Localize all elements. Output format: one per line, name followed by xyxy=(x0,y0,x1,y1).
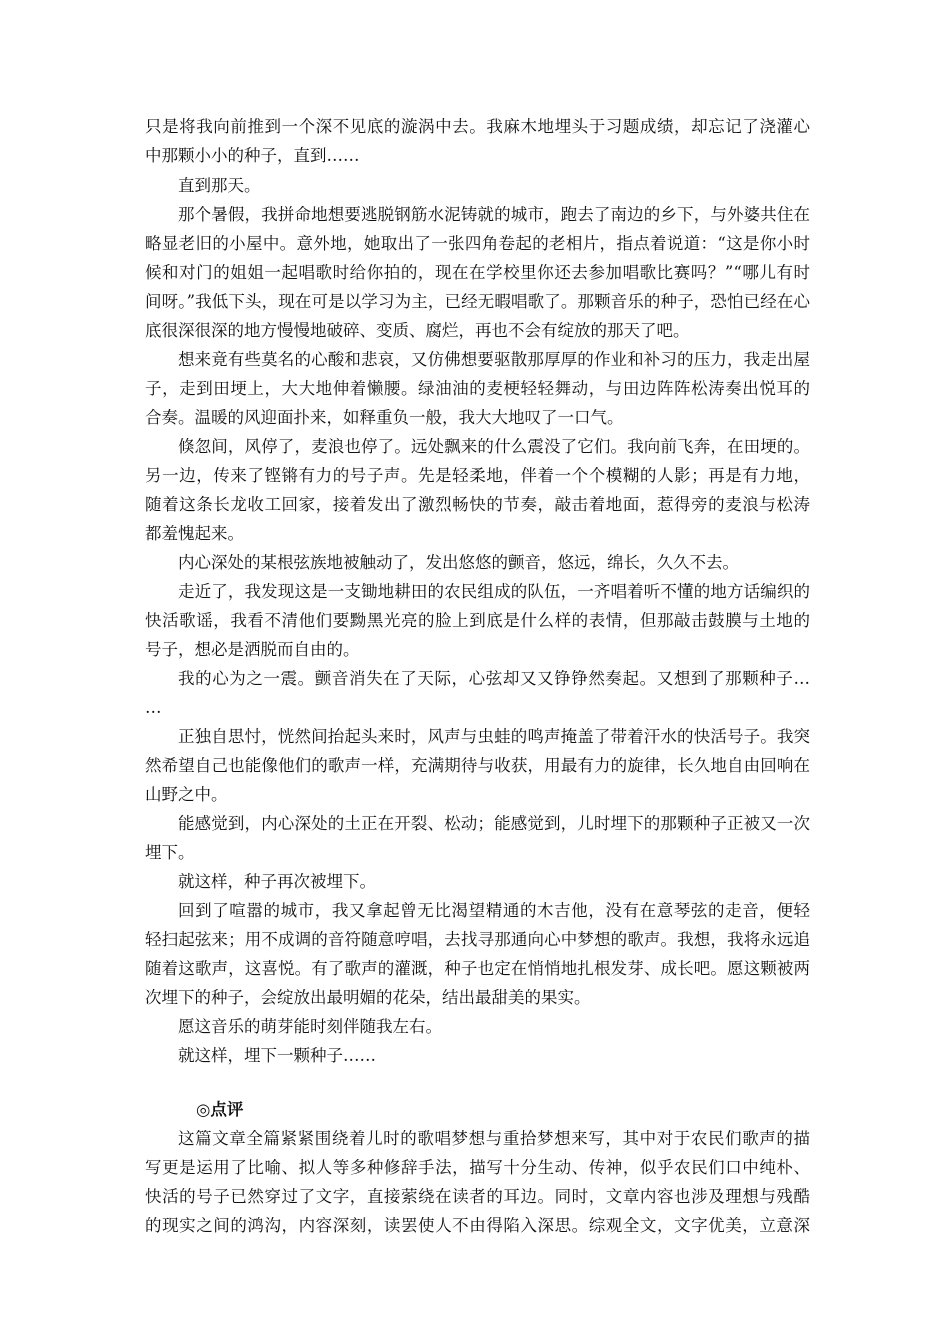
essay-line: 子，走到田埂上，大大地伸着懒腰。绿油油的麦梗轻轻舞动，与田边阵阵松涛奏出悦耳的 xyxy=(145,379,810,398)
essay-line: 正独自思忖，恍然间抬起头来时，风声与虫蛙的鸣声掩盖了带着汗水的快活号子。我突 xyxy=(178,727,810,746)
essay-line: 中那颗小小的种子，直到…… xyxy=(145,146,360,165)
essay-line: 快活歌谣，我看不清他们要黝黑光亮的脸上到底是什么样的表情，但那敲击鼓膜与土地的 xyxy=(145,611,810,630)
essay-line: 我的心为之一震。颤音消失在了天际，心弦却又又铮铮然奏起。又想到了那颗种子… xyxy=(178,669,810,688)
review-heading: ◎点评 xyxy=(196,1100,244,1119)
review-line: 这篇文章全篇紧紧围绕着儿时的歌唱梦想与重拾梦想来写，其中对于农民们歌声的描 xyxy=(178,1129,810,1148)
essay-line: 只是将我向前推到一个深不见底的漩涡中去。我麻木地埋头于习题成绩，却忘记了浇灌心 xyxy=(145,117,810,136)
review-line: 的现实之间的鸿沟，内容深刻，读罢使人不由得陷入深思。综观全文，文字优美，立意深 xyxy=(145,1216,810,1235)
essay-line: 轻扫起弦来；用不成调的音符随意哼唱，去找寻那通向心中梦想的歌声。我想，我将永远追 xyxy=(145,930,810,949)
essay-line: 合奏。温暖的风迎面扑来，如释重负一般，我大大地叹了一口气。 xyxy=(145,408,624,427)
essay-line: 走近了，我发现这是一支锄地耕田的农民组成的队伍，一齐唱着听不懂的地方话编织的 xyxy=(178,582,810,601)
essay-line: 随着这条长龙收工回家，接着发出了激烈畅快的节奏，敲击着地面，惹得旁的麦浪与松涛 xyxy=(145,495,810,514)
essay-line: 另一边，传来了铿锵有力的号子声。先是轻柔地，伴着一个个模糊的人影；再是有力地， xyxy=(145,466,810,485)
essay-line: 山野之中。 xyxy=(145,785,228,804)
essay-line: 那个暑假，我拼命地想要逃脱钢筋水泥铸就的城市，跑去了南边的乡下，与外婆共住在 xyxy=(178,205,810,224)
essay-line: 号子，想必是洒脱而自由的。 xyxy=(145,640,360,659)
essay-line: 愿这音乐的萌芽能时刻伴随我左右。 xyxy=(178,1017,442,1036)
essay-line: … xyxy=(145,698,162,717)
essay-line: 间呀。”我低下头，现在可是以学习为主，已经无暇唱歌了。那颗音乐的种子，恐怕已经在心 xyxy=(145,292,810,311)
essay-line: 回到了喧嚣的城市，我又拿起曾无比渴望精通的木吉他，没有在意琴弦的走音，便轻 xyxy=(178,901,810,920)
essay-line: 随着这歌声，这喜悦。有了歌声的灌溉，种子也定在悄悄地扎根发芽、成长吧。愿这颗被两 xyxy=(145,959,810,978)
essay-line: 次埋下的种子，会绽放出最明媚的花朵，结出最甜美的果实。 xyxy=(145,988,591,1007)
essay-line: 候和对门的姐姐一起唱歌时给你拍的，现在在学校里你还去参加唱歌比赛吗？”“哪儿有时 xyxy=(145,263,810,282)
essay-line: 能感觉到，内心深处的土正在开裂、松动；能感觉到，儿时埋下的那颗种子正被又一次 xyxy=(178,814,810,833)
essay-line: 就这样，种子再次被埋下。 xyxy=(178,872,376,891)
essay-line: 想来竟有些莫名的心酸和悲哀，又仿佛想要驱散那厚厚的作业和补习的压力，我走出屋 xyxy=(178,350,810,369)
essay-line: 倏忽间，风停了，麦浪也停了。远处飘来的什么震没了它们。我向前飞奔，在田埂的。 xyxy=(178,437,810,456)
essay-line: 就这样，埋下一颗种子…… xyxy=(178,1046,376,1065)
essay-line: 直到那天。 xyxy=(178,176,261,195)
review-line: 写更是运用了比喻、拟人等多种修辞手法，描写十分生动、传神，似乎农民们口中纯朴、 xyxy=(145,1158,810,1177)
review-line: 快活的号子已然穿过了文字，直接萦绕在读者的耳边。同时，文章内容也涉及理想与残酷 xyxy=(145,1187,810,1206)
essay-line: 埋下。 xyxy=(145,843,195,862)
essay-line: 底很深很深的地方慢慢地破碎、变质、腐烂，再也不会有绽放的那天了吧。 xyxy=(145,321,690,340)
essay-line: 略显老旧的小屋中。意外地，她取出了一张四角卷起的老相片，指点着说道：“这是你小时 xyxy=(145,234,810,253)
essay-line: 内心深处的某根弦族地被触动了，发出悠悠的颤音，悠远，绵长，久久不去。 xyxy=(178,553,739,572)
essay-line: 然希望自己也能像他们的歌声一样，充满期待与收获，用最有力的旋律，长久地自由回响在 xyxy=(145,756,810,775)
essay-line: 都羞愧起来。 xyxy=(145,524,244,543)
